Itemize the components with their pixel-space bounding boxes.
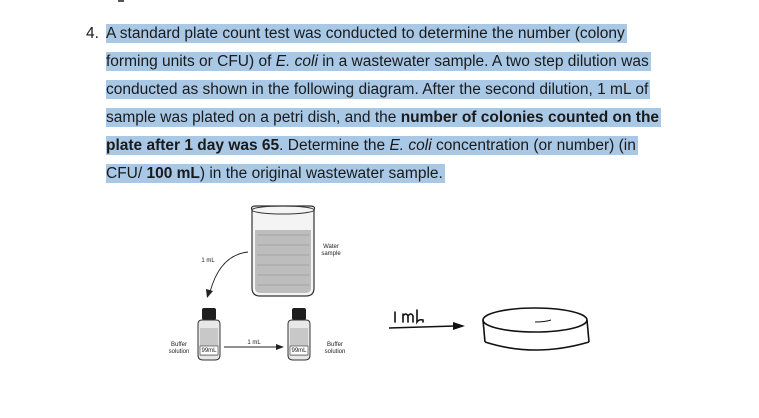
text-run: concentration (or number) (in [431, 137, 636, 154]
text-run: ) in the original wastewater sample. [199, 165, 443, 182]
petri-dish-icon [483, 308, 589, 350]
handwritten-1ml-note [395, 310, 423, 322]
buffer-label-left: Buffer solution [168, 342, 190, 355]
transfer-label-2: 1 mL [247, 340, 261, 346]
question-line [106, 164, 445, 186]
text-run: E. coli [275, 53, 318, 70]
beaker-icon [252, 206, 315, 296]
highlighted-text [106, 24, 627, 43]
highlighted-text [106, 136, 638, 155]
text-run: forming units or CFU) of [106, 53, 276, 70]
buffer-label-right: Buffer solution [324, 342, 346, 355]
transfer-label-1: 1 mL [201, 258, 215, 264]
text-run: conducted as shown in the following diagram. After the second dilution, 1 mL of [106, 81, 649, 98]
highlighted-text [106, 108, 661, 127]
page-edge-mark [118, 0, 124, 2]
handwritten-sketch [385, 300, 605, 370]
bottle-left-volume: 99mL [201, 348, 217, 354]
question-line [106, 136, 638, 158]
petri-dish-sketch [385, 300, 605, 370]
question-number: 4. [86, 25, 99, 42]
question-line [106, 24, 627, 46]
highlighted-text [106, 80, 650, 99]
text-run: E. coli [389, 137, 432, 154]
question-line [106, 52, 651, 74]
text-run: plate after 1 day was 65 [106, 137, 280, 154]
text-run: A standard plate count test was conducted to determine the number (colony [106, 25, 625, 42]
text-run: CFU/ [106, 165, 147, 182]
dilution-diagram [160, 200, 380, 380]
bottle-right-volume: 99mL [291, 348, 307, 354]
highlighted-text [106, 164, 445, 183]
highlighted-text [106, 52, 651, 71]
water-sample-label: Water sample [321, 244, 341, 257]
text-run: number of colonies counted on the [400, 109, 660, 126]
text-run: . Determine the [279, 137, 390, 154]
text-run: sample was plated on a petri dish, and the [106, 109, 401, 126]
question-line [106, 80, 650, 102]
text-run: in a wastewater sample. A two step dilution was [317, 53, 649, 70]
question-line [106, 108, 661, 130]
text-run: 100 mL [146, 165, 200, 182]
